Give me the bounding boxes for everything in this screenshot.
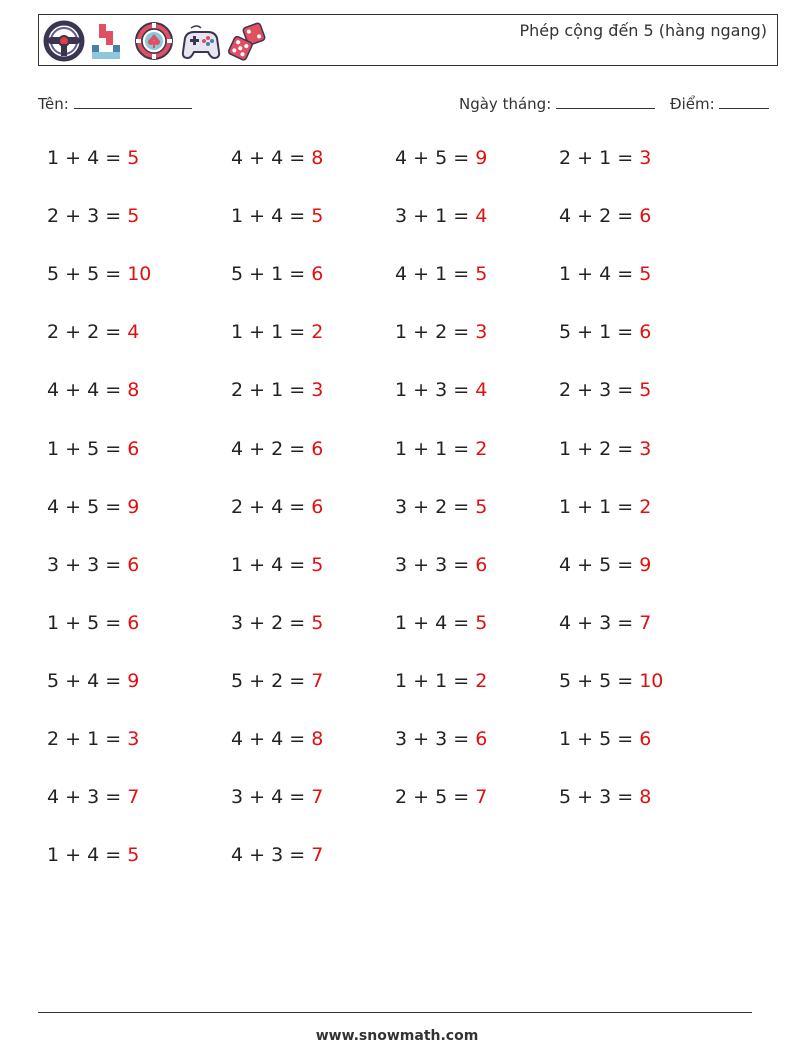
problem-answer: 8	[311, 728, 324, 750]
addition-problem	[559, 496, 651, 518]
header-box	[38, 14, 778, 66]
addition-problem	[231, 844, 323, 866]
addition-problem	[47, 844, 139, 866]
problem-question: 2 + 3 =	[47, 205, 128, 228]
problem-answer: 7	[311, 844, 324, 867]
addition-problem	[559, 263, 651, 285]
problem-question: 2 + 3 =	[559, 379, 640, 402]
problem-answer: 5	[475, 495, 488, 518]
problem-question: 5 + 5 =	[559, 669, 640, 692]
problem-answer: 5	[311, 553, 324, 576]
icon-strip	[43, 19, 269, 63]
problem-question: 1 + 1 =	[559, 495, 640, 518]
problem-answer: 9	[127, 669, 140, 692]
problem-answer: 5	[127, 205, 140, 228]
problem-question: 3 + 3 =	[47, 553, 128, 576]
problem-answer: 3	[639, 437, 652, 460]
addition-problem	[47, 728, 139, 750]
problem-question: 4 + 2 =	[231, 437, 312, 460]
addition-problem	[559, 728, 651, 750]
problem-answer: 6	[475, 553, 488, 576]
problem-answer: 3	[475, 321, 488, 344]
problem-answer: 3	[311, 379, 324, 402]
problem-question: 2 + 4 =	[231, 495, 312, 518]
addition-problem	[395, 321, 487, 343]
addition-problem	[47, 786, 139, 808]
addition-problem	[395, 670, 487, 692]
addition-problem	[395, 728, 487, 750]
addition-problem	[395, 554, 487, 576]
problem-question: 3 + 2 =	[231, 611, 312, 634]
addition-problem	[395, 147, 487, 169]
problem-question: 5 + 1 =	[231, 263, 312, 286]
addition-problem	[395, 379, 487, 401]
steering-wheel-icon	[43, 20, 85, 62]
problem-answer: 6	[127, 553, 140, 576]
problem-answer: 4	[475, 205, 488, 228]
problem-question: 4 + 5 =	[395, 147, 476, 169]
problem-question: 1 + 2 =	[395, 321, 476, 344]
problem-question: 1 + 1 =	[231, 321, 312, 344]
problem-answer: 9	[475, 147, 488, 169]
problem-question: 1 + 5 =	[47, 437, 128, 460]
problem-question: 3 + 3 =	[395, 553, 476, 576]
problem-answer: 6	[311, 437, 324, 460]
worksheet-title: Phép cộng đến 5 (hàng ngang)	[519, 21, 767, 40]
addition-problem	[559, 321, 651, 343]
problem-answer: 7	[127, 786, 140, 809]
problem-question: 5 + 1 =	[559, 321, 640, 344]
problem-question: 4 + 3 =	[231, 844, 312, 867]
score-label: Điểm:	[670, 95, 715, 113]
problem-answer: 5	[311, 205, 324, 228]
footer-url: www.snowmath.com	[315, 1028, 479, 1044]
addition-problem	[47, 263, 151, 285]
problem-question: 1 + 3 =	[395, 379, 476, 402]
problem-answer: 5	[127, 844, 140, 867]
addition-problem	[47, 379, 139, 401]
problem-question: 5 + 2 =	[231, 669, 312, 692]
problem-question: 1 + 4 =	[47, 844, 128, 867]
problem-answer: 5	[639, 379, 652, 402]
problem-question: 1 + 4 =	[231, 553, 312, 576]
addition-problem	[559, 670, 663, 692]
problem-question: 5 + 5 =	[47, 263, 128, 286]
problem-answer: 9	[639, 553, 652, 576]
problem-question: 4 + 5 =	[47, 495, 128, 518]
problem-answer: 8	[311, 147, 324, 169]
addition-problem	[395, 496, 487, 518]
problem-answer: 5	[639, 263, 652, 286]
problem-question: 5 + 4 =	[47, 669, 128, 692]
problem-question: 3 + 2 =	[395, 495, 476, 518]
addition-problem	[395, 612, 487, 634]
problem-question: 1 + 5 =	[47, 611, 128, 634]
problem-answer: 6	[127, 611, 140, 634]
problem-answer: 5	[127, 147, 140, 169]
problem-answer: 10	[127, 263, 152, 286]
dice-icon	[227, 20, 269, 62]
problem-question: 1 + 2 =	[559, 437, 640, 460]
problem-question: 4 + 3 =	[47, 786, 128, 809]
casino-chip-icon	[133, 20, 175, 62]
problem-answer: 4	[475, 379, 488, 402]
addition-problem	[559, 554, 651, 576]
addition-problem	[47, 612, 139, 634]
problem-question: 1 + 4 =	[559, 263, 640, 286]
problem-answer: 2	[311, 321, 324, 344]
tetris-blocks-icon	[91, 20, 127, 62]
problem-answer: 8	[639, 786, 652, 809]
addition-problem	[231, 263, 323, 285]
addition-problem	[559, 786, 651, 808]
problem-question: 1 + 1 =	[395, 437, 476, 460]
addition-problem	[47, 147, 139, 169]
problem-question: 4 + 3 =	[559, 611, 640, 634]
problem-answer: 8	[127, 379, 140, 402]
addition-problem	[395, 205, 487, 227]
addition-problem	[559, 205, 651, 227]
problem-question: 2 + 1 =	[231, 379, 312, 402]
addition-problem	[47, 321, 139, 343]
problem-answer: 7	[475, 786, 488, 809]
gamepad-icon	[181, 20, 221, 62]
problem-question: 1 + 5 =	[559, 728, 640, 750]
date-field	[459, 94, 655, 113]
name-field	[38, 94, 192, 113]
problem-answer: 2	[639, 495, 652, 518]
addition-problem	[47, 205, 139, 227]
problem-question: 4 + 4 =	[231, 728, 312, 750]
addition-problem	[231, 554, 323, 576]
addition-problem	[395, 438, 487, 460]
addition-problem	[231, 379, 323, 401]
problem-question: 1 + 4 =	[47, 147, 128, 169]
addition-problem	[231, 612, 323, 634]
addition-problem	[47, 496, 139, 518]
problem-answer: 6	[311, 495, 324, 518]
name-line	[74, 94, 192, 109]
score-field	[670, 94, 769, 113]
problem-question: 1 + 4 =	[395, 611, 476, 634]
date-label: Ngày tháng:	[459, 95, 552, 113]
addition-problem	[395, 786, 487, 808]
problem-answer: 5	[475, 611, 488, 634]
problem-question: 5 + 3 =	[559, 786, 640, 809]
addition-problem	[231, 786, 323, 808]
problem-answer: 7	[311, 786, 324, 809]
problem-answer: 10	[639, 669, 664, 692]
problem-question: 1 + 1 =	[395, 669, 476, 692]
problem-answer: 2	[475, 669, 488, 692]
problem-question: 4 + 1 =	[395, 263, 476, 286]
addition-problem	[231, 205, 323, 227]
addition-problem	[395, 263, 487, 285]
problem-question: 3 + 3 =	[395, 728, 476, 750]
problem-question: 2 + 1 =	[47, 728, 128, 750]
addition-problem	[231, 728, 323, 750]
problem-answer: 2	[475, 437, 488, 460]
problem-question: 2 + 2 =	[47, 321, 128, 344]
problem-answer: 3	[639, 147, 652, 169]
problem-question: 3 + 4 =	[231, 786, 312, 809]
addition-problem	[559, 612, 651, 634]
addition-problem	[47, 670, 139, 692]
date-line	[556, 94, 655, 109]
addition-problem	[231, 147, 323, 169]
problem-answer: 7	[311, 669, 324, 692]
problem-answer: 5	[311, 611, 324, 634]
problem-question: 1 + 4 =	[231, 205, 312, 228]
addition-problem	[559, 379, 651, 401]
problem-question: 2 + 1 =	[559, 147, 640, 169]
addition-problem	[231, 670, 323, 692]
problem-question: 4 + 2 =	[559, 205, 640, 228]
problem-question: 4 + 5 =	[559, 553, 640, 576]
problem-answer: 6	[127, 437, 140, 460]
problem-answer: 6	[639, 205, 652, 228]
problem-question: 4 + 4 =	[47, 379, 128, 402]
problem-answer: 4	[127, 321, 140, 344]
addition-problem	[231, 496, 323, 518]
addition-problem	[559, 438, 651, 460]
problem-question: 3 + 1 =	[395, 205, 476, 228]
score-line	[719, 94, 769, 109]
name-label: Tên:	[38, 95, 69, 113]
problem-answer: 6	[639, 728, 652, 750]
footer-divider	[38, 1012, 752, 1013]
addition-problem	[559, 147, 651, 169]
problem-question: 2 + 5 =	[395, 786, 476, 809]
problem-answer: 5	[475, 263, 488, 286]
problem-answer: 6	[475, 728, 488, 750]
problem-answer: 6	[311, 263, 324, 286]
addition-problem	[47, 554, 139, 576]
addition-problem	[47, 438, 139, 460]
addition-problem	[231, 321, 323, 343]
problem-question: 4 + 4 =	[231, 147, 312, 169]
problem-answer: 3	[127, 728, 140, 750]
problem-answer: 7	[639, 611, 652, 634]
problem-answer: 6	[639, 321, 652, 344]
problem-answer: 9	[127, 495, 140, 518]
addition-problem	[231, 438, 323, 460]
